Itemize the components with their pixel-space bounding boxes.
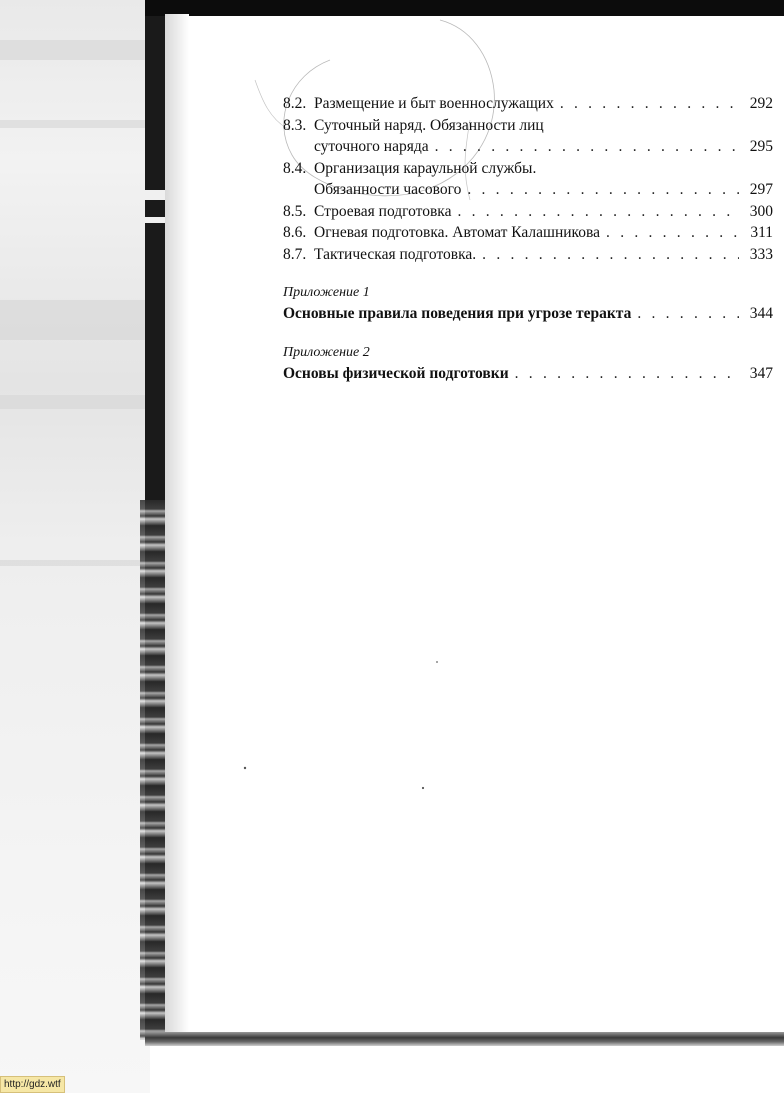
toc-entry-8-5 — [283, 201, 773, 223]
section-title: Строевая подготовка — [314, 202, 452, 220]
section-title-continued: суточного наряда — [314, 138, 429, 155]
section-title: Тактическая подготовка. — [314, 245, 477, 263]
source-link[interactable]: http://gdz.wtf — [0, 1076, 65, 1093]
toc-appendix-1 — [283, 283, 773, 325]
page-number: 292 — [749, 95, 773, 112]
section-number: 8.5. — [283, 202, 307, 220]
page-number: 333 — [749, 245, 773, 263]
adjacent-page-background — [0, 0, 150, 1093]
page-number: 344 — [749, 305, 773, 322]
dot-leader — [515, 363, 739, 385]
appendix-title: Основы физической подготовки — [283, 364, 509, 382]
dot-leader — [606, 222, 739, 244]
section-number: 8.6. — [283, 224, 307, 241]
dot-leader — [637, 303, 739, 325]
appendix-label: Приложение 2 — [283, 344, 370, 360]
page-number: 297 — [749, 181, 773, 198]
section-number: 8.4. — [283, 159, 307, 177]
dot-leader — [435, 136, 739, 158]
bottom-scan-edge — [145, 1032, 784, 1046]
toc-entry-8-6 — [283, 222, 773, 244]
page-number: 347 — [749, 364, 773, 382]
page-number: 295 — [749, 138, 773, 155]
dot-leader — [560, 93, 739, 115]
section-title: Размещение и быт военнослужащих — [314, 95, 554, 112]
appendix-title: Основные правила поведения при угрозе теракта — [283, 305, 632, 322]
section-title: Огневая подготовка. Автомат Калашникова — [314, 224, 601, 241]
page-gutter-shadow — [165, 14, 189, 1044]
dot-leader — [457, 201, 739, 223]
section-number: 8.2. — [283, 95, 307, 112]
spine-damage — [140, 500, 168, 1040]
top-scan-edge — [145, 0, 784, 16]
section-title: Организация караульной службы. — [314, 159, 537, 177]
toc-entry-8-7 — [283, 244, 773, 266]
section-number: 8.3. — [283, 116, 307, 134]
page-number: 300 — [749, 202, 773, 220]
table-of-contents — [283, 93, 773, 384]
dot-leader — [482, 244, 739, 266]
toc-entry-8-3 — [283, 115, 773, 158]
section-title-continued: Обязанности часового — [314, 181, 462, 198]
toc-entry-8-4 — [283, 158, 773, 201]
toc-appendix-2 — [283, 343, 773, 385]
toc-entry-8-2 — [283, 93, 773, 115]
page-number: 311 — [750, 224, 773, 241]
section-title: Суточный наряд. Обязанности лиц — [314, 116, 544, 134]
appendix-label: Приложение 1 — [283, 285, 370, 300]
dot-leader — [467, 179, 739, 201]
section-number: 8.7. — [283, 245, 307, 263]
